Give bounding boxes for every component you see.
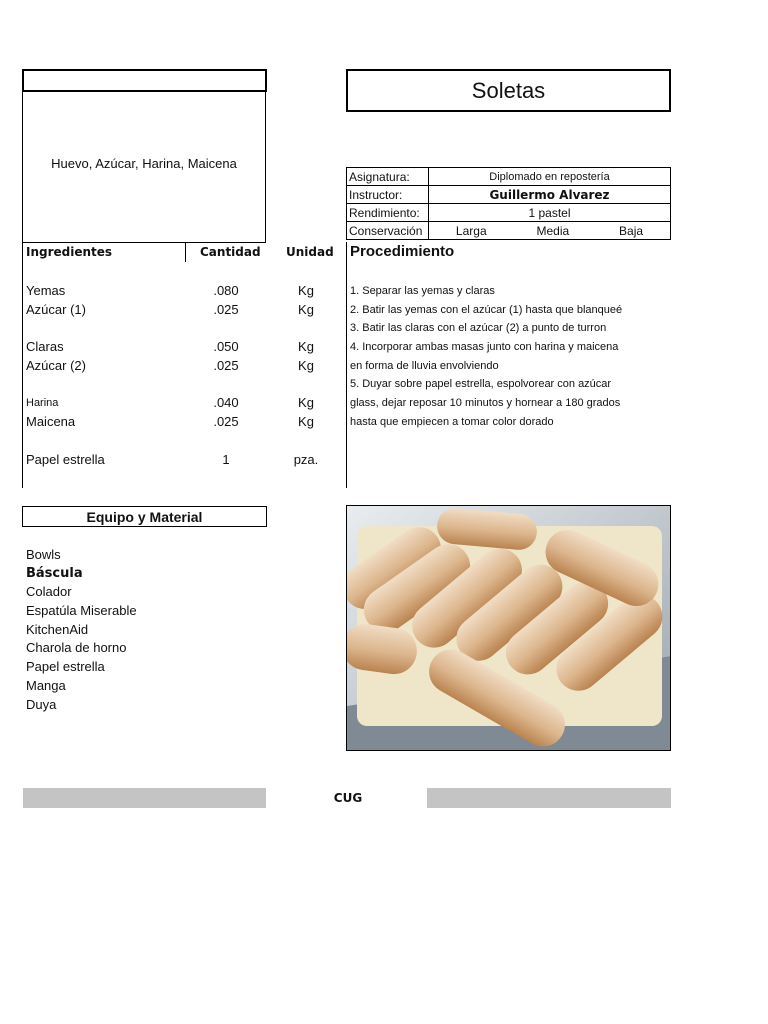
header-unidad: Unidad xyxy=(286,245,334,259)
ingredient-row xyxy=(26,358,326,377)
ingredient-qty: 1 xyxy=(222,452,230,467)
ingredient-name: Yemas xyxy=(26,283,66,298)
rendimiento-label: Rendimiento: xyxy=(347,204,429,222)
procedure-step: hasta que empiecen a tomar color dorado xyxy=(350,416,554,428)
info-row-rendimiento xyxy=(347,204,671,222)
procedure-border-line xyxy=(346,242,347,488)
ladyfingers-illustration xyxy=(347,506,671,751)
procedure-step: glass, dejar reposar 10 minutos y hornear a 180 grados xyxy=(350,397,621,409)
ingredient-unit: Kg xyxy=(298,414,314,429)
procedure-step: 4. Incorporar ambas masas junto con harina y maicena xyxy=(350,341,619,353)
rendimiento-value: 1 pastel xyxy=(429,204,671,222)
info-row-instructor xyxy=(347,186,671,204)
ingredient-row xyxy=(26,414,326,433)
equipment-item: Espatúla Miserable xyxy=(26,603,137,618)
ingredient-unit: Kg xyxy=(298,283,314,298)
recipe-info-table xyxy=(346,167,671,240)
equipment-item: Charola de horno xyxy=(26,640,127,655)
left-header-box xyxy=(22,69,267,92)
ingredient-row xyxy=(26,395,326,414)
ingredient-unit: Kg xyxy=(298,395,314,410)
ingredient-qty: .040 xyxy=(213,395,239,410)
ingredients-header-line xyxy=(22,242,266,243)
instructor-label: Instructor: xyxy=(347,186,429,204)
equipment-item: Papel estrella xyxy=(26,659,105,674)
ingredient-row xyxy=(26,302,326,321)
ingredient-name: Claras xyxy=(26,339,64,354)
ladyfingers-photo xyxy=(346,505,671,751)
equipment-item: KitchenAid xyxy=(26,622,89,637)
recipe-title: Soletas xyxy=(346,69,671,112)
info-row-asignatura xyxy=(347,168,671,186)
procedure-step: en forma de lluvia envolviendo xyxy=(350,360,499,372)
ingredient-name: Azúcar (2) xyxy=(26,358,86,373)
ingredient-name: Azúcar (1) xyxy=(26,302,86,317)
header-cantidad: Cantidad xyxy=(200,245,261,259)
procedure-step: 3. Batir las claras con el azúcar (2) a punto de turron xyxy=(350,322,607,334)
conservacion-option-larga: Larga xyxy=(455,223,487,238)
ingredient-qty: .025 xyxy=(213,414,239,429)
equipment-item: Bowls xyxy=(26,547,61,562)
ingredient-qty: .025 xyxy=(213,358,239,373)
ingredient-name: Papel estrella xyxy=(26,452,105,467)
ingredient-row xyxy=(26,283,326,302)
ingredient-qty: .025 xyxy=(213,302,239,317)
footer-code: CUG xyxy=(333,791,363,805)
equipment-item: Duya xyxy=(26,697,57,712)
left-border-line xyxy=(22,92,23,488)
ingredient-name: Maicena xyxy=(26,414,76,429)
procedure-step: 1. Separar las yemas y claras xyxy=(350,285,495,297)
conservacion-option-media: Media xyxy=(536,223,570,238)
ingredient-row xyxy=(26,339,326,358)
conservacion-label: Conservación xyxy=(347,222,429,240)
info-row-conservacion xyxy=(347,222,671,240)
ingredient-qty: .080 xyxy=(213,283,239,298)
footer-bar-right xyxy=(427,788,671,808)
ingredient-name: Harina xyxy=(26,397,59,409)
asignatura-value: Diplomado en repostería xyxy=(429,168,671,186)
equipment-item: Báscula xyxy=(26,566,83,581)
procedure-title: Procedimiento xyxy=(350,243,455,260)
asignatura-label: Asignatura: xyxy=(347,168,429,186)
ingredient-row xyxy=(26,452,326,471)
procedure-step: 5. Duyar sobre papel estrella, espolvorear con azúcar xyxy=(350,378,612,390)
footer-bar-left xyxy=(23,788,266,808)
ingredient-unit: Kg xyxy=(298,339,314,354)
header-ingredientes: Ingredientes xyxy=(26,245,113,259)
instructor-value: Guillermo Alvarez xyxy=(429,186,671,204)
procedure-step: 2. Batir las yemas con el azúcar (1) hasta que blanqueé xyxy=(350,304,623,316)
ingredient-unit: Kg xyxy=(298,302,314,317)
conservacion-option-baja: Baja xyxy=(619,223,644,238)
left-inner-border-line xyxy=(265,92,266,243)
column-separator xyxy=(185,242,186,262)
conservacion-options xyxy=(429,222,671,240)
ingredients-summary: Huevo, Azúcar, Harina, Maicena xyxy=(51,156,237,171)
ingredient-unit: Kg xyxy=(298,358,314,373)
ingredient-unit: pza. xyxy=(293,452,319,467)
equipment-item: Colador xyxy=(26,584,72,599)
ingredient-qty: .050 xyxy=(213,339,239,354)
equipment-item: Manga xyxy=(26,678,66,693)
equipment-title: Equipo y Material xyxy=(22,506,267,527)
